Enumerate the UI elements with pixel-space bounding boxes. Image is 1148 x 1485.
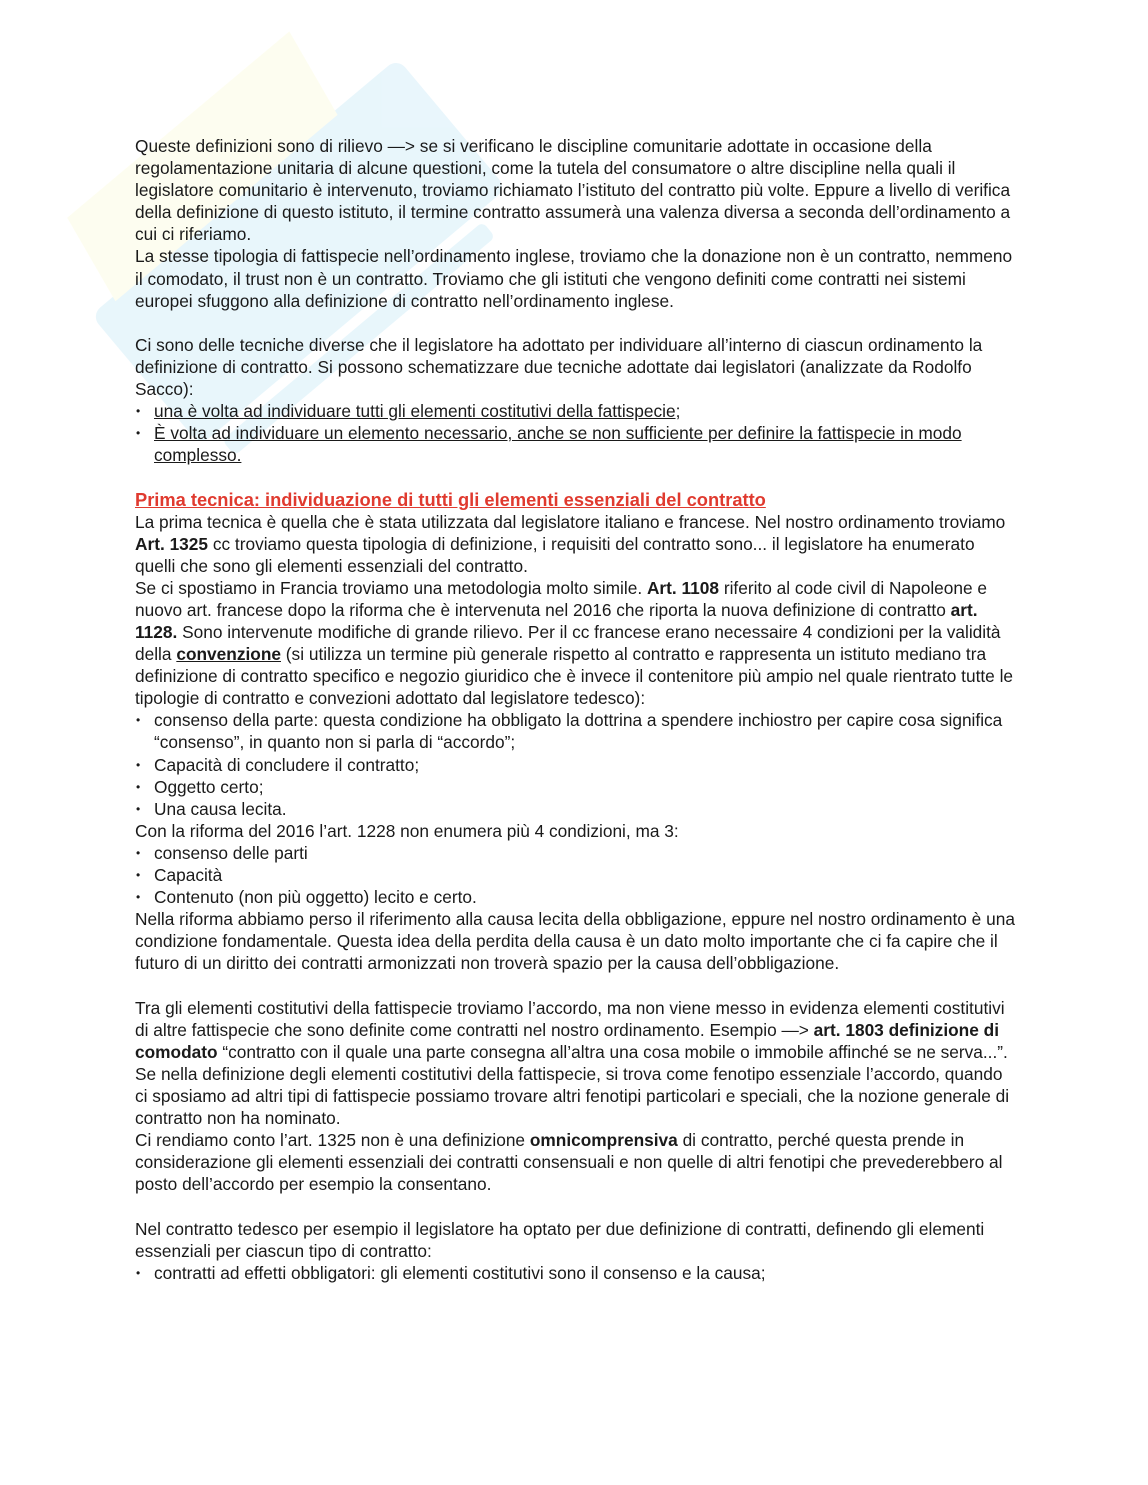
text-run: Queste definizioni sono di rilievo —> se si verificano le discipline comunitarie adottate in occasione della regolamentazione unitaria di alcune questioni, come la tutela del consumatore o altre discipline nella quali il legislatore comunitario è intervenuto, troviamo richiamato l’istituto del contratto più volte. Eppure a livello di verifica della definizione di questo istituto, il termine contratto assumerà una valenza diversa a seconda dell’ordinamento a cui ci riferiamo.	[135, 136, 1011, 245]
paragraph	[135, 908, 1015, 974]
list-item	[135, 754, 1015, 776]
text-run: consenso delle parti	[154, 842, 308, 863]
bullet-list-conditions-new	[135, 842, 1015, 908]
list-item	[135, 709, 1015, 753]
text-run: Con la riforma del 2016 l’art. 1228 non enumera più 4 condizioni, ma 3:	[135, 820, 679, 841]
paragraph	[135, 334, 1015, 400]
list-item	[135, 776, 1015, 798]
text-run: Sono intervenute modifiche di grande rilievo. Per il cc francese erano necessaire 4 condizioni per la validità della	[135, 621, 1001, 665]
paragraph-spacer	[135, 1195, 1015, 1217]
bullet-list-german	[135, 1262, 1015, 1284]
paragraph	[135, 511, 1015, 577]
text-run: riferito al code civil di Napoleone e nuovo art. francese dopo la riforma che è intervenuta nel 2016 che riporta la nuova definizione di contratto	[135, 577, 988, 620]
paragraph-spacer	[135, 466, 1015, 488]
bullet-list-techniques	[135, 400, 1015, 466]
text-run: (si utilizza un termine più generale rispetto al contratto e rappresenta un istituto mediano tra definizione di contratto specifico e negozio giuridico che è invece il contenitore più ampio nel quale rientrato tutte le tipologie di contratto e convezioni adottato dal legislatore tedesco):	[135, 644, 1014, 709]
paragraph	[135, 135, 1015, 245]
paragraph	[135, 577, 1015, 710]
text-run: Art. 1108	[646, 577, 720, 598]
paragraph	[135, 245, 1015, 311]
text-run: Ci sono delle tecniche diverse che il legislatore ha adottato per individuare all’interno di ciascun ordinamento la definizione di contratto. Si possono schematizzare due tecniche adottate dai legislatori (analizzate da Rodolfo Sacco):	[135, 334, 983, 400]
text-run: omnicomprensiva	[529, 1130, 678, 1151]
text-run: consenso della parte: questa condizione ha obbligato la dottrina a spendere inchiostro per capire cosa significa “consenso”, in quanto non si parla di “accordo”;	[154, 710, 1003, 753]
list-item	[135, 400, 1015, 422]
text-run: Una causa lecita.	[154, 798, 287, 819]
text-run: Oggetto certo;	[154, 776, 264, 797]
text-run: contratti ad effetti obbligatori: gli elementi costitutivi sono il consenso e la causa;	[154, 1262, 766, 1283]
text-run: di contratto, perché questa prende in considerazione gli elementi essenziali dei contratti consensuali e non quelle di altri fenotipi che prevederebbero al posto dell’accordo per esempio la consentano.	[135, 1130, 1003, 1195]
text-run: Capacità di concludere il contratto;	[154, 754, 420, 775]
text-run: art. 1803 definizione di comodato	[135, 1019, 999, 1062]
text-run: Se ci spostiamo in Francia troviamo una metodologia molto simile.	[135, 577, 647, 598]
list-item	[135, 886, 1015, 908]
paragraph	[135, 1129, 1015, 1195]
paragraph-spacer	[135, 974, 1015, 996]
text-run: art. 1128.	[135, 599, 978, 642]
paragraph	[135, 820, 1015, 842]
text-run: Capacità	[154, 865, 223, 885]
list-item	[135, 798, 1015, 820]
list-item	[135, 842, 1015, 864]
text-run: È volta ad individuare un elemento necessario, anche se non sufficiente per definire la fattispecie in modo complesso.	[154, 423, 962, 466]
text-run: Tra gli elementi costitutivi della fattispecie troviamo l’accordo, ma non viene messo in evidenza elementi costitutivi di altre fattispecie che sono definite come contratti nel nostro ordinamento. Esempio —>	[135, 997, 1005, 1040]
list-item	[135, 864, 1015, 886]
section-heading: Prima tecnica: individuazione di tutti gli elementi essenziali del contratto	[135, 488, 766, 510]
list-item	[135, 422, 1015, 466]
text-run: La prima tecnica è quella che è stata utilizzata dal legislatore italiano e francese. Nel nostro ordinamento troviamo	[135, 511, 1006, 532]
text-run: La stesse tipologia di fattispecie nell’ordinamento inglese, troviamo che la donazione non è un contratto, nemmeno il comodato, il trust non è un contratto. Troviamo che gli istituti che vengono definiti come contratti nei sistemi europei sfuggono alla definizione di contratto nell’ordinamento inglese.	[135, 246, 1013, 311]
paragraph-spacer	[135, 312, 1015, 334]
text-run: Nella riforma abbiamo perso il riferimento alla causa lecita della obbligazione, eppure nel nostro ordinamento è una condizione fondamentale. Questa idea della perdita della causa è un dato molto importante che ci fa capire che il futuro di un diritto dei contratti armonizzati non troverà spazio per la causa dell’obbligazione.	[135, 909, 1015, 974]
text-run: Art. 1325	[135, 533, 209, 554]
text-run: Contenuto (non più oggetto) lecito e certo.	[154, 887, 477, 908]
paragraph	[135, 1218, 1015, 1262]
text-run: Nel contratto tedesco per esempio il legislatore ha optato per due definizione di contratti, definendo gli elementi essenziali per ciascun tipo di contratto:	[135, 1218, 985, 1261]
paragraph	[135, 997, 1015, 1130]
list-item	[135, 1262, 1015, 1284]
text-run: “contratto con il quale una parte consegna all’altra una cosa mobile o immobile affinché se ne serva...”. Se nella definizione degli elementi costitutivi della fattispecie, si trova come fenotipo essenziale l’accordo, quando ci sposiamo ad altri tipi di fattispecie possiamo trovare altri fenotipi particolari e speciali, che la nozione generale di contratto non ha nominato.	[135, 1041, 1010, 1129]
bullet-list-conditions-old	[135, 709, 1015, 819]
text-run: Ci rendiamo conto l’art. 1325 non è una definizione	[135, 1130, 530, 1151]
text-run: cc troviamo questa tipologia di definizione, i requisiti del contratto sono... il legislatore ha enumerato quelli che sono gli elementi essenziali del contratto.	[135, 533, 975, 576]
text-run: convenzione	[176, 644, 281, 665]
text-run: una è volta ad individuare tutti gli elementi costitutivi della fattispecie;	[154, 401, 681, 422]
document-body	[135, 135, 1015, 1284]
